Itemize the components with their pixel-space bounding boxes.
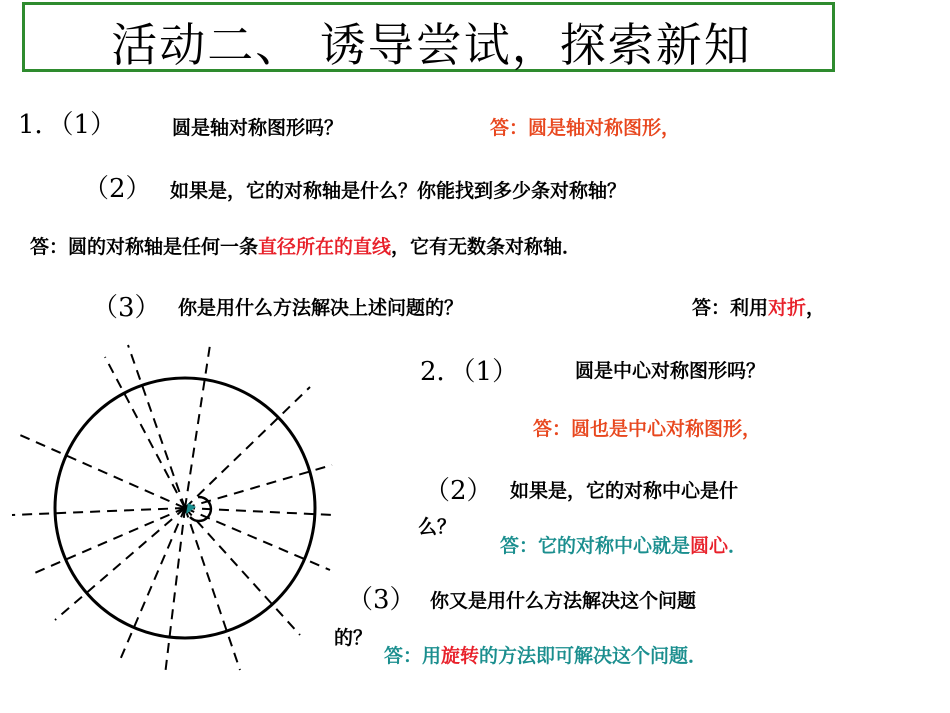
axis-line <box>12 508 185 515</box>
q1-p3-answer-b: 对折 <box>768 297 807 319</box>
axis-line <box>30 508 185 575</box>
q2-p2-label: （2） <box>424 476 493 506</box>
q2-p2-text-1: 如果是，它的对称中心是什 <box>510 480 739 502</box>
axis-line <box>185 508 333 515</box>
q1-p2-answer <box>30 232 581 259</box>
q1-line3 <box>92 287 161 324</box>
q2-p3-answer <box>384 641 707 668</box>
q1-p1-answer: 答：圆是轴对称图形， <box>490 117 681 139</box>
axis-line <box>185 387 310 508</box>
q2-p1-label: （1） <box>462 357 519 387</box>
q2-line3 <box>347 579 416 616</box>
q2-line1 <box>420 351 518 388</box>
q1-p2-answer-b: 直径所在的直线 <box>258 236 392 258</box>
axis-line <box>55 508 185 620</box>
q2-p2-text-2: 么？ <box>418 516 457 538</box>
q2-p2-answer-c: ． <box>728 535 748 557</box>
q2-p2-answer <box>500 531 747 558</box>
q2-p1-text: 圆是中心对称图形吗？ <box>575 360 766 382</box>
q2-line2 <box>424 470 493 507</box>
axis-line <box>185 508 300 635</box>
q1-number: 1． <box>18 110 61 140</box>
q2-p3-answer-b: 旋转 <box>441 645 480 667</box>
q1-p3-answer-a: 答：利用 <box>692 297 769 319</box>
q2-p3-answer-a: 答：用 <box>384 645 442 667</box>
q2-p3-answer-c: 的方法即可解决这个问题． <box>479 645 708 667</box>
q1-line2 <box>83 168 152 205</box>
q2-p2-answer-a: 答：它的对称中心就是 <box>500 535 691 557</box>
q2-p3-text-2: 的？ <box>334 627 373 649</box>
axis-line <box>128 345 185 508</box>
title-box <box>22 2 835 72</box>
q1-p3-answer <box>692 293 825 320</box>
q1-p2-answer-a: 答：圆的对称轴是任何一条 <box>30 236 259 258</box>
q1-p2-answer-c: ，它有无数条对称轴． <box>391 236 582 258</box>
circle-diagram <box>0 335 340 680</box>
q1-p1-text: 圆是轴对称图形吗？ <box>172 117 344 139</box>
q1-p2-text: 如果是，它的对称轴是什么？你能找到多少条对称轴？ <box>170 180 627 202</box>
q2-p3-text-1: 你又是用什么方法解决这个问题 <box>430 590 697 612</box>
q1-p3-text: 你是用什么方法解决上述问题的？ <box>178 297 464 319</box>
q2-p3-label: （3） <box>347 585 416 615</box>
q1-p3-label: （3） <box>92 293 161 323</box>
q2-number: 2． <box>420 357 463 387</box>
q2-p2-answer-b: 圆心 <box>690 535 729 557</box>
q1-p2-label: （2） <box>83 174 152 204</box>
page-title: 活动二、 诱导尝试，探索新知 <box>111 18 752 72</box>
axis-line <box>185 345 210 508</box>
axis-line <box>185 508 240 670</box>
q1-p1-label: （1） <box>60 110 117 140</box>
q2-p1-answer: 答：圆也是中心对称图形， <box>533 418 762 440</box>
axis-line <box>20 435 185 508</box>
symmetry-axes <box>12 345 333 675</box>
q1-line1 <box>18 104 116 141</box>
q1-p3-answer-c: ， <box>806 297 826 319</box>
